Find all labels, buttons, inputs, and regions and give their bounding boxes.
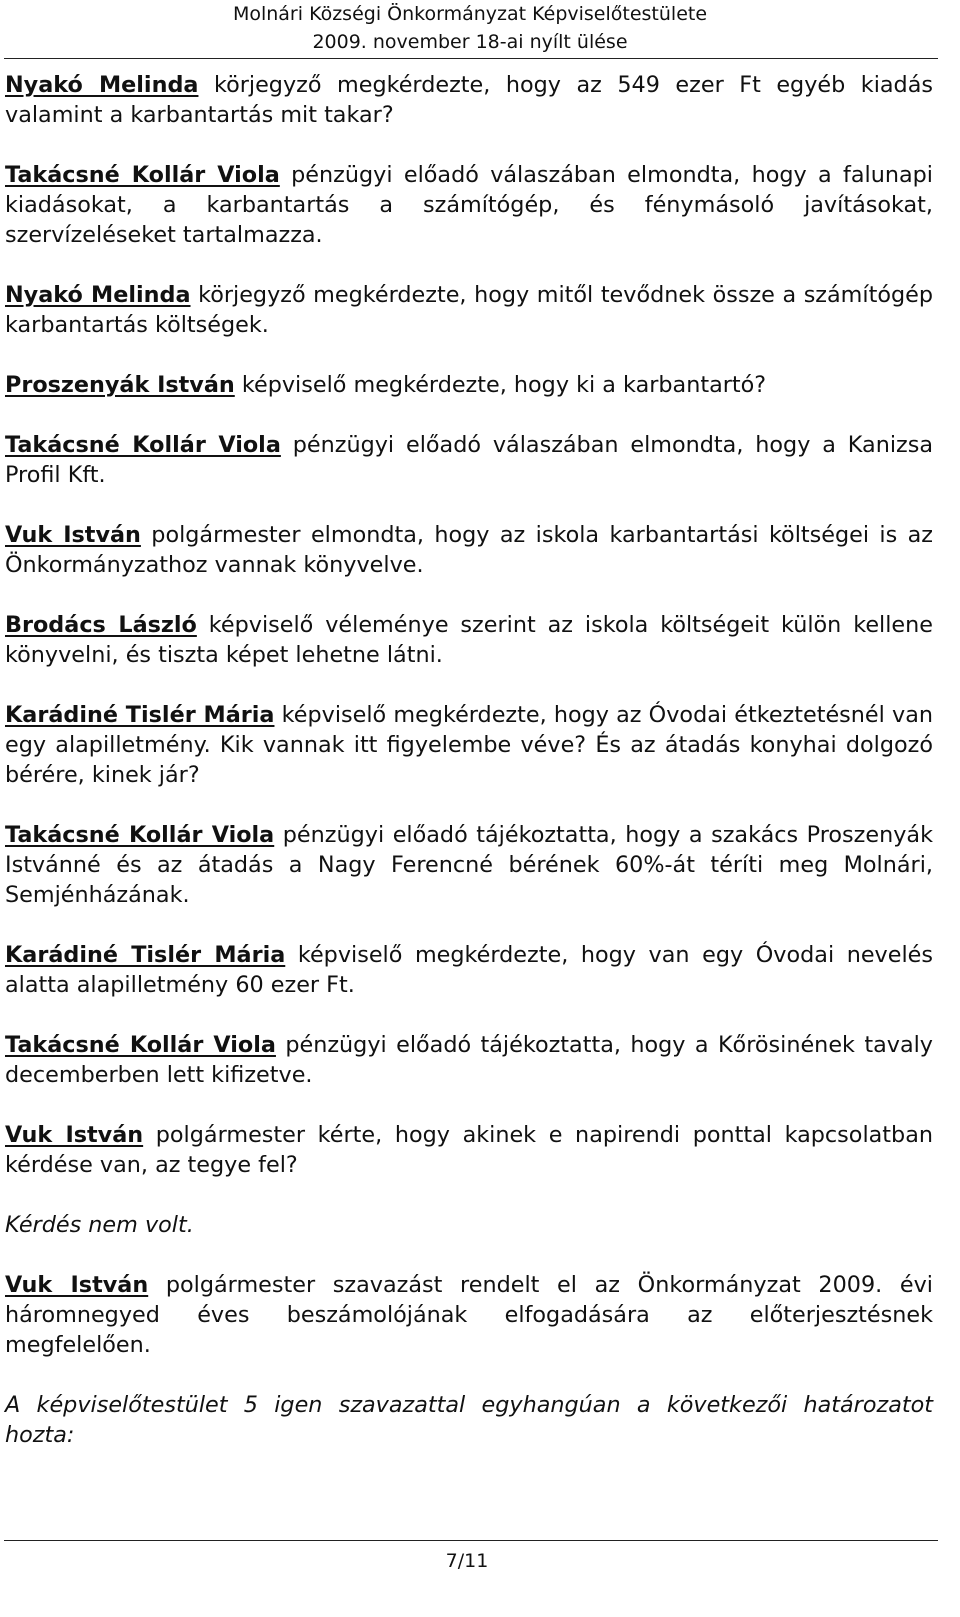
paragraph-text: pénzügyi előadó tájékoztatta, hogy a Kőrösinének tavaly decemberben lett kifizetve. <box>5 1032 933 1088</box>
paragraph-text: képviselő megkérdezte, hogy van egy Óvodai nevelés alatta alapilletmény 60 ezer Ft. <box>5 942 933 998</box>
paragraph <box>5 1030 933 1090</box>
paragraph-text: körjegyző megkérdezte, hogy az 549 ezer Ft egyéb kiadás valamint a karbantartás mit takar? <box>5 72 933 128</box>
resolution-intro: A képviselőtestület 5 igen szavazattal egyhangúan a következői határozatot hozta: <box>5 1392 933 1448</box>
paragraph <box>5 700 933 790</box>
paragraph <box>5 280 933 340</box>
header-title: Molnári Községi Önkormányzat Képviselőtestülete <box>232 3 708 25</box>
paragraph <box>5 520 933 580</box>
header-divider <box>4 58 938 59</box>
speaker-name: Nyakó Melinda <box>5 72 199 98</box>
paragraph-text: képviselő véleménye szerint az iskola költségeit külön kellene könyvelni, és tiszta képet lehetne látni. <box>5 612 933 668</box>
speaker-name: Proszenyák István <box>5 372 235 398</box>
speaker-name: Karádiné Tislér Mária <box>5 942 286 968</box>
paragraph <box>5 1120 933 1180</box>
paragraph-text: polgármester szavazást rendelt el az Önkormányzat 2009. évi háromnegyed éves beszámolójának elfogadására az előterjesztésnek megfelelően. <box>5 1272 934 1358</box>
paragraph <box>5 430 933 490</box>
paragraph-text: képviselő megkérdezte, hogy az Óvodai étkeztetésnél van egy alapilletmény. Kik vannak itt figyelembe véve? És az átadás konyhai dolgozó bérére, kinek jár? <box>5 702 933 788</box>
paragraph-text: polgármester elmondta, hogy az iskola karbantartási költségei is az Önkormányzathoz vannak könyvelve. <box>5 522 933 578</box>
document-body <box>5 70 933 1480</box>
speaker-name: Vuk István <box>5 1272 149 1298</box>
paragraph-text: pénzügyi előadó válaszában elmondta, hogy a Kanizsa Profil Kft. <box>5 432 934 488</box>
footer-divider <box>4 1540 938 1541</box>
header-subtitle: 2009. november 18-ai nyílt ülése <box>312 31 628 53</box>
page-number: 7/11 <box>445 1550 489 1572</box>
paragraph-text: körjegyző megkérdezte, hogy mitől tevődnek össze a számítógép karbantartás költségek. <box>5 282 933 338</box>
paragraph <box>5 820 933 910</box>
speaker-name: Takácsné Kollár Viola <box>5 1032 276 1058</box>
speaker-name: Takácsné Kollár Viola <box>5 432 281 458</box>
paragraph-text: pénzügyi előadó tájékoztatta, hogy a szakács Proszenyák Istvánné és az átadás a Nagy Ferencné bérének 60%-át téríti meg Molnári, Semjénházának. <box>5 822 933 908</box>
paragraph <box>5 610 933 670</box>
paragraph <box>5 940 933 1000</box>
speaker-name: Nyakó Melinda <box>5 282 191 308</box>
paragraph <box>5 370 933 400</box>
paragraph-text: polgármester kérte, hogy akinek e napirendi ponttal kapcsolatban kérdése van, az tegye fel? <box>5 1122 933 1178</box>
paragraph-text: pénzügyi előadó válaszában elmondta, hogy a falunapi kiadásokat, a karbantartás a számítógép, és fénymásoló javításokat, szervízeléseket tartalmazza. <box>5 162 934 248</box>
paragraph-text: képviselő megkérdezte, hogy ki a karbantartó? <box>234 372 767 398</box>
speaker-name: Vuk István <box>5 1122 144 1148</box>
vote-paragraph <box>5 1270 933 1360</box>
paragraph <box>5 160 933 250</box>
no-question-note: Kérdés nem volt. <box>5 1212 194 1238</box>
speaker-name: Takácsné Kollár Viola <box>5 162 280 188</box>
page-header <box>0 0 940 56</box>
speaker-name: Brodács László <box>5 612 197 638</box>
speaker-name: Takácsné Kollár Viola <box>5 822 275 848</box>
speaker-name: Karádiné Tislér Mária <box>5 702 275 728</box>
speaker-name: Vuk István <box>5 522 141 548</box>
paragraph <box>5 70 933 130</box>
